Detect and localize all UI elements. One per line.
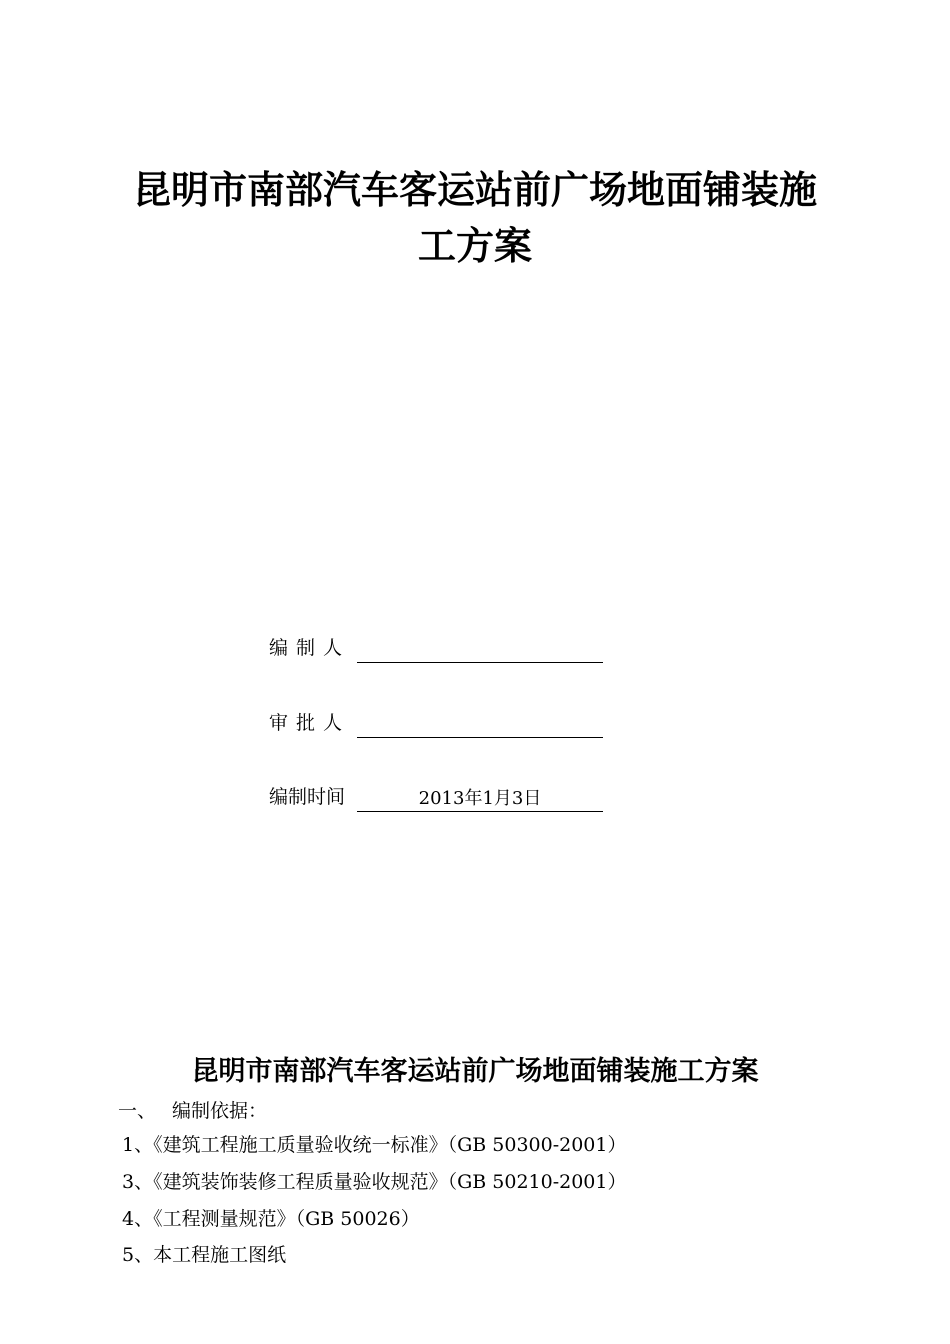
approved-by-field (357, 712, 603, 738)
reference-item: 5、本工程施工图纸 (122, 1244, 287, 1266)
prepared-by-label: 编制人 (269, 637, 351, 659)
date-field: 2013年1月3日 (357, 786, 603, 812)
reference-item: 3、《建筑装饰装修工程质量验收规范》（GB 50210-2001） (122, 1171, 627, 1193)
reference-item: 4、《工程测量规范》（GB 50026） (122, 1208, 420, 1230)
approved-by-label: 审批人 (269, 712, 351, 734)
cover-title-line2: 工方案 (417, 224, 532, 268)
approved-by-row (269, 708, 603, 738)
cover-title (95, 162, 855, 274)
section-heading-text: 编制依据： (172, 1100, 268, 1122)
prepared-by-row (269, 633, 603, 663)
section-number: 一、 (118, 1100, 157, 1122)
section-heading (118, 1094, 267, 1128)
date-row (269, 782, 603, 812)
cover-title-line1: 昆明市南部汽车客运站前广场地面铺装施 (132, 168, 817, 212)
prepared-by-field (357, 637, 603, 663)
reference-item: 1、《建筑工程施工质量验收统一标准》（GB 50300-2001） (122, 1134, 627, 1156)
body-title: 昆明市南部汽车客运站前广场地面铺装施工方案 (191, 1056, 759, 1087)
date-label: 编制时间 (269, 786, 346, 808)
